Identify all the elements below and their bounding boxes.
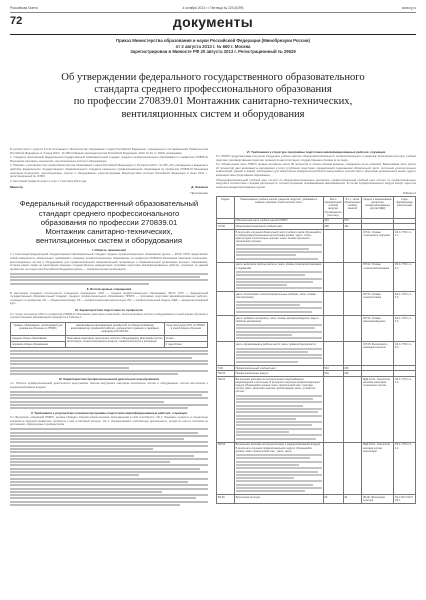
section-text: 4.1. Область профессиональной деятельности выпускников: монтаж внутренних санитарно-технических систем и оборудования, систем вентиляции и кондиционирования воздуха. bbox=[10, 382, 208, 389]
table-header-row: Индекс Наименование учебных циклов, разделов, модулей, требования к знаниям, умениям, практическому опыту Всего максимальной учебной нагрузки обучающегося (час./нед.) В т.ч. часов обязательных учебных занятий Индекс и наименование дисциплин, междисциплинарных курсов (МДК) Коды формируемых компетенций bbox=[217, 197, 416, 218]
section-heading: II. Используемые сокращения bbox=[86, 286, 132, 291]
table-row: уметь: выбирать материалы; знать: основы материаловедения, виды и свойства материалов; ОП.04. Основы материаловедения ОК 1-7 ПК 1.1-3.3 bbox=[217, 315, 416, 342]
table-row: ФК.00 Физическая культура 80 40 ФК.00. Физическая культура ОК 2 ОК 3 ОК 6 ОК 7 bbox=[217, 495, 416, 504]
section-heading: III. Характеристика подготовки по профессии bbox=[75, 307, 143, 312]
table-row: среднее общее образование Монтажник санитарно-технических систем и оборудования; Монтажник систем вентиляции, кондиционирования воздуха, пневмотранспорта и аспирации 10 мес. bbox=[11, 335, 208, 341]
section-text: 6.1. ППКРС предусматривает изучение следующих учебных циклов: общепрофессионального; профессионального; и разделов: физическая культура; учебная практика; производственная практика; промежуточная аттестация; государственная итоговая аттестация. bbox=[216, 155, 416, 162]
table-row: ОП.00 Общепрофессиональный учебный цикл 288 192 bbox=[217, 224, 416, 230]
page-number: 72 bbox=[10, 15, 23, 27]
header-rule bbox=[10, 34, 416, 35]
section-title: документы bbox=[172, 14, 254, 30]
table-row: Обязательная часть учебных циклов ППКРС 864 576 bbox=[217, 218, 416, 224]
table-row: уметь: организовывать рабочее место; знать: правила безопасности; ОП.05. Безопасность жизнедеятельности ОК 1-7 ПК 1.1-3.3 bbox=[217, 342, 416, 365]
table-row: уметь: использовать электроизмерительные приборы; знать: основы электротехники; ОП.03. Основы электротехники ОК 1-7 ПК 1.1-3.3 bbox=[217, 292, 416, 315]
table-row: Уровень образования, необходимый для приема на обучение по ППКРС Наименование квалификации (профессий по Общероссийскому классификатору профессий рабочих, должностей служащих и тарифных разрядов) (ОК 016-94) Срок получения СПО по ППКРС в очной форме обучения bbox=[11, 323, 208, 336]
table-row: уметь: выполнять простые расчеты; знать: основы технической механики и гидравлики; ОП.02. Основы технической механики ОК 1-7 ПК 1.1-3.3 bbox=[217, 262, 416, 292]
page-header bbox=[10, 4, 416, 13]
section-text: Общепрофессиональный учебный цикл состоит из общепрофессиональных дисциплин, профессиональный учебный цикл состоит из профессиональных модулей в соответствии с видами деятельности, соответствующими присваиваемым квалификациям. В состав профессионального модуля входит один или несколько междисциплинарных курсов. bbox=[216, 178, 416, 189]
section-heading: VI. Требования к структуре программы подготовки квалифицированных рабочих, служащих bbox=[246, 150, 386, 154]
table-row: ПМ.00 Профессиональные модули 504 336 bbox=[217, 371, 416, 377]
order-item: 1. Утвердить прилагаемый федеральный государственный образовательный стандарт среднего профессионального образования по профессии 270839.01 Монтажник санитарно-технических, вентиляционных систем и оборудования. bbox=[10, 156, 208, 163]
document-title: Об утверждении федерального государственного образовательного стандарта среднего профессионального образования по профессии 270839.01 Монтажник санитарно-технических, вентиляционных систем и оборудования bbox=[61, 72, 365, 120]
minister-signature: Министр Д. Ливанов bbox=[10, 185, 208, 190]
appendix-label: Приложение bbox=[190, 191, 208, 196]
order-item: 3. Настоящий приказ вступает в силу с 1 сентября 2013 года. bbox=[10, 179, 87, 183]
section-text: В настоящем стандарте используются следующие сокращения: СПО — среднее профессиональное образование; ФГОС СПО — федеральный государственный образовательный стандарт среднего профессионального образования; ППКРС — программа подготовки квалифицированных рабочих, служащих по профессии; ОК — общая компетенция; ПК — профессиональная компетенция; ПМ — профессиональный модуль; МДК — междисциплинарный курс. bbox=[10, 291, 208, 306]
order-registration: Зарегистрирован в Минюсте РФ 20 августа 2013 г. Регистрационный № 29529 bbox=[130, 49, 296, 55]
text-block bbox=[10, 391, 208, 409]
order-item: 2. Признать утратившим силу приказ Министерства образования и науки Российской Федерации от 19 апреля 2010 г. № 356 «Об утверждении и введении в действие федерального государственного образовательного стандарта начального профессионального образования по профессии 270839.01 Монтажник санитарно-технических, вентиляционных систем и оборудования» (зарегистрирован Министерством юстиции Российской Федерации 2 июня 2010 г., регистрационный № 17450). bbox=[10, 164, 208, 179]
text-block bbox=[10, 428, 208, 506]
section-heading: IV. Характеристика профессиональной деятельности выпускников bbox=[58, 377, 160, 382]
table-row: П.00 Профессиональный учебный цикл 504 336 bbox=[217, 365, 416, 371]
table-label: Таблица 2 bbox=[402, 191, 416, 196]
left-column bbox=[10, 148, 208, 592]
table-row: ПМ.02 Выполнение монтажа систем вентиляции и кондиционирования воздуха. В результате изучения профессионального модуля обучающийся должен: иметь практический опыт; уметь; знать; МДК.02.01. Технология монтажа систем вентиляции ОК 1-7 ПК 2.1-2.4 bbox=[217, 442, 416, 495]
section-heading: V. Требования к результатам освоения программы подготовки квалифицированных рабочих, служащих bbox=[30, 411, 188, 416]
section-heading: I. Область применения bbox=[91, 248, 127, 253]
text-block bbox=[10, 273, 208, 285]
section-text: 3.1. Сроки получения СПО по профессии 270839.01 Монтажник санитарно-технических, вентиляционных систем и оборудования в очной форме обучения и соответствующие квалификации приводятся в Таблице 1. bbox=[10, 312, 208, 320]
preamble: В соответствии с пунктом 5.2.41 Положения о Министерстве образования и науки Российской Федерации, утвержденного постановлением Правительства Российской Федерации от 3 июня 2013 г. № 466 (Собрание законодательства Российской Федерации, 2013, № 23, ст. 2923), приказываю: bbox=[10, 148, 208, 155]
table-row: В результате изучения обязательной части учебного цикла обучающийся по общепрофессиональным дисциплинам должен: уметь: читать архитектурно-строительные чертежи; знать: основы черчения и технического рисунка; ОП.01. Основы технического черчения ОК 1-7 ПК 1.1-1.4 bbox=[217, 229, 416, 262]
text-block bbox=[10, 350, 208, 375]
order-header bbox=[60, 38, 366, 55]
qualification-table bbox=[10, 322, 208, 348]
table-row: основное общее образование 2 года 10 мес. bbox=[11, 341, 208, 347]
standard-title: Федеральный государственный образовательный стандарт среднего профессионального образования по профессии 270839.01 Монтажник санитарно-технических, вентиляционных систем и оборудования bbox=[19, 199, 199, 246]
order-line: Приказ Министерства образования и науки Российской Федерации (Минобрнауки России) bbox=[116, 38, 310, 43]
section-text: 1.1. Настоящий федеральный государственный образовательный стандарт среднего профессионального образования (далее — ФГОС СПО) представляет собой совокупность обязательных требований к среднему профессиональному образованию по профессии 270839.01 Монтажник санитарно-технических, вентиляционных систем и оборудования для профессиональной образовательной организации и образовательной организации высшего образования, которые имеют право на реализацию имеющих государственную аккредитацию программ подготовки квалифицированных рабочих, служащих по данной профессии, на территории Российской Федерации (далее — образовательная организация). bbox=[10, 253, 208, 271]
table-row: ПМ.01 Выполнение монтажа систем внутреннего водоснабжения, водоотведения и отопления. В результате изучения профессионального модуля обучающийся должен: иметь практический опыт: монтажа систем; уметь: выполнять монтаж трубопроводов; знать: устройство систем; МДК.01.01. Технология монтажа санитарно-технических систем ОК 1-7 ПК 1.1-1.4 bbox=[217, 377, 416, 443]
curriculum-table bbox=[216, 196, 416, 504]
newspaper-name: Российская Газета bbox=[10, 6, 38, 10]
issue-date: 4 октября 2013 г. • Пятница № 223 (6199) bbox=[182, 6, 244, 10]
section-text: 6.2. Обязательная часть ППКРС должна составлять около 80 процентов от общего объема времени, отведенного на ее освоение. Вариативная часть (около 20 процентов) дает возможность расширения и (или) углубления подготовки, определяемой содержанием обязательной части, получения дополнительных компетенций, умений и знаний, необходимых для обеспечения конкурентоспособности выпускника в соответствии с запросами регионального рынка труда и возможностями продолжения образования. bbox=[216, 163, 416, 177]
order-date: от 2 августа 2013 г. № 660 г. Москва bbox=[175, 43, 251, 49]
website: www.rg.ru bbox=[401, 6, 416, 10]
section-text: 5.1. Выпускник, освоивший ППКРС, должен обладать общими компетенциями, включающими в себя способность: ОК 1. Понимать сущность и социальную значимость будущей профессии, проявлять к ней устойчивый интерес. ОК 2. Организовывать собственную деятельность, исходя из цели и способов ее достижения, определенных руководителем. bbox=[10, 416, 208, 427]
right-column bbox=[216, 148, 416, 592]
